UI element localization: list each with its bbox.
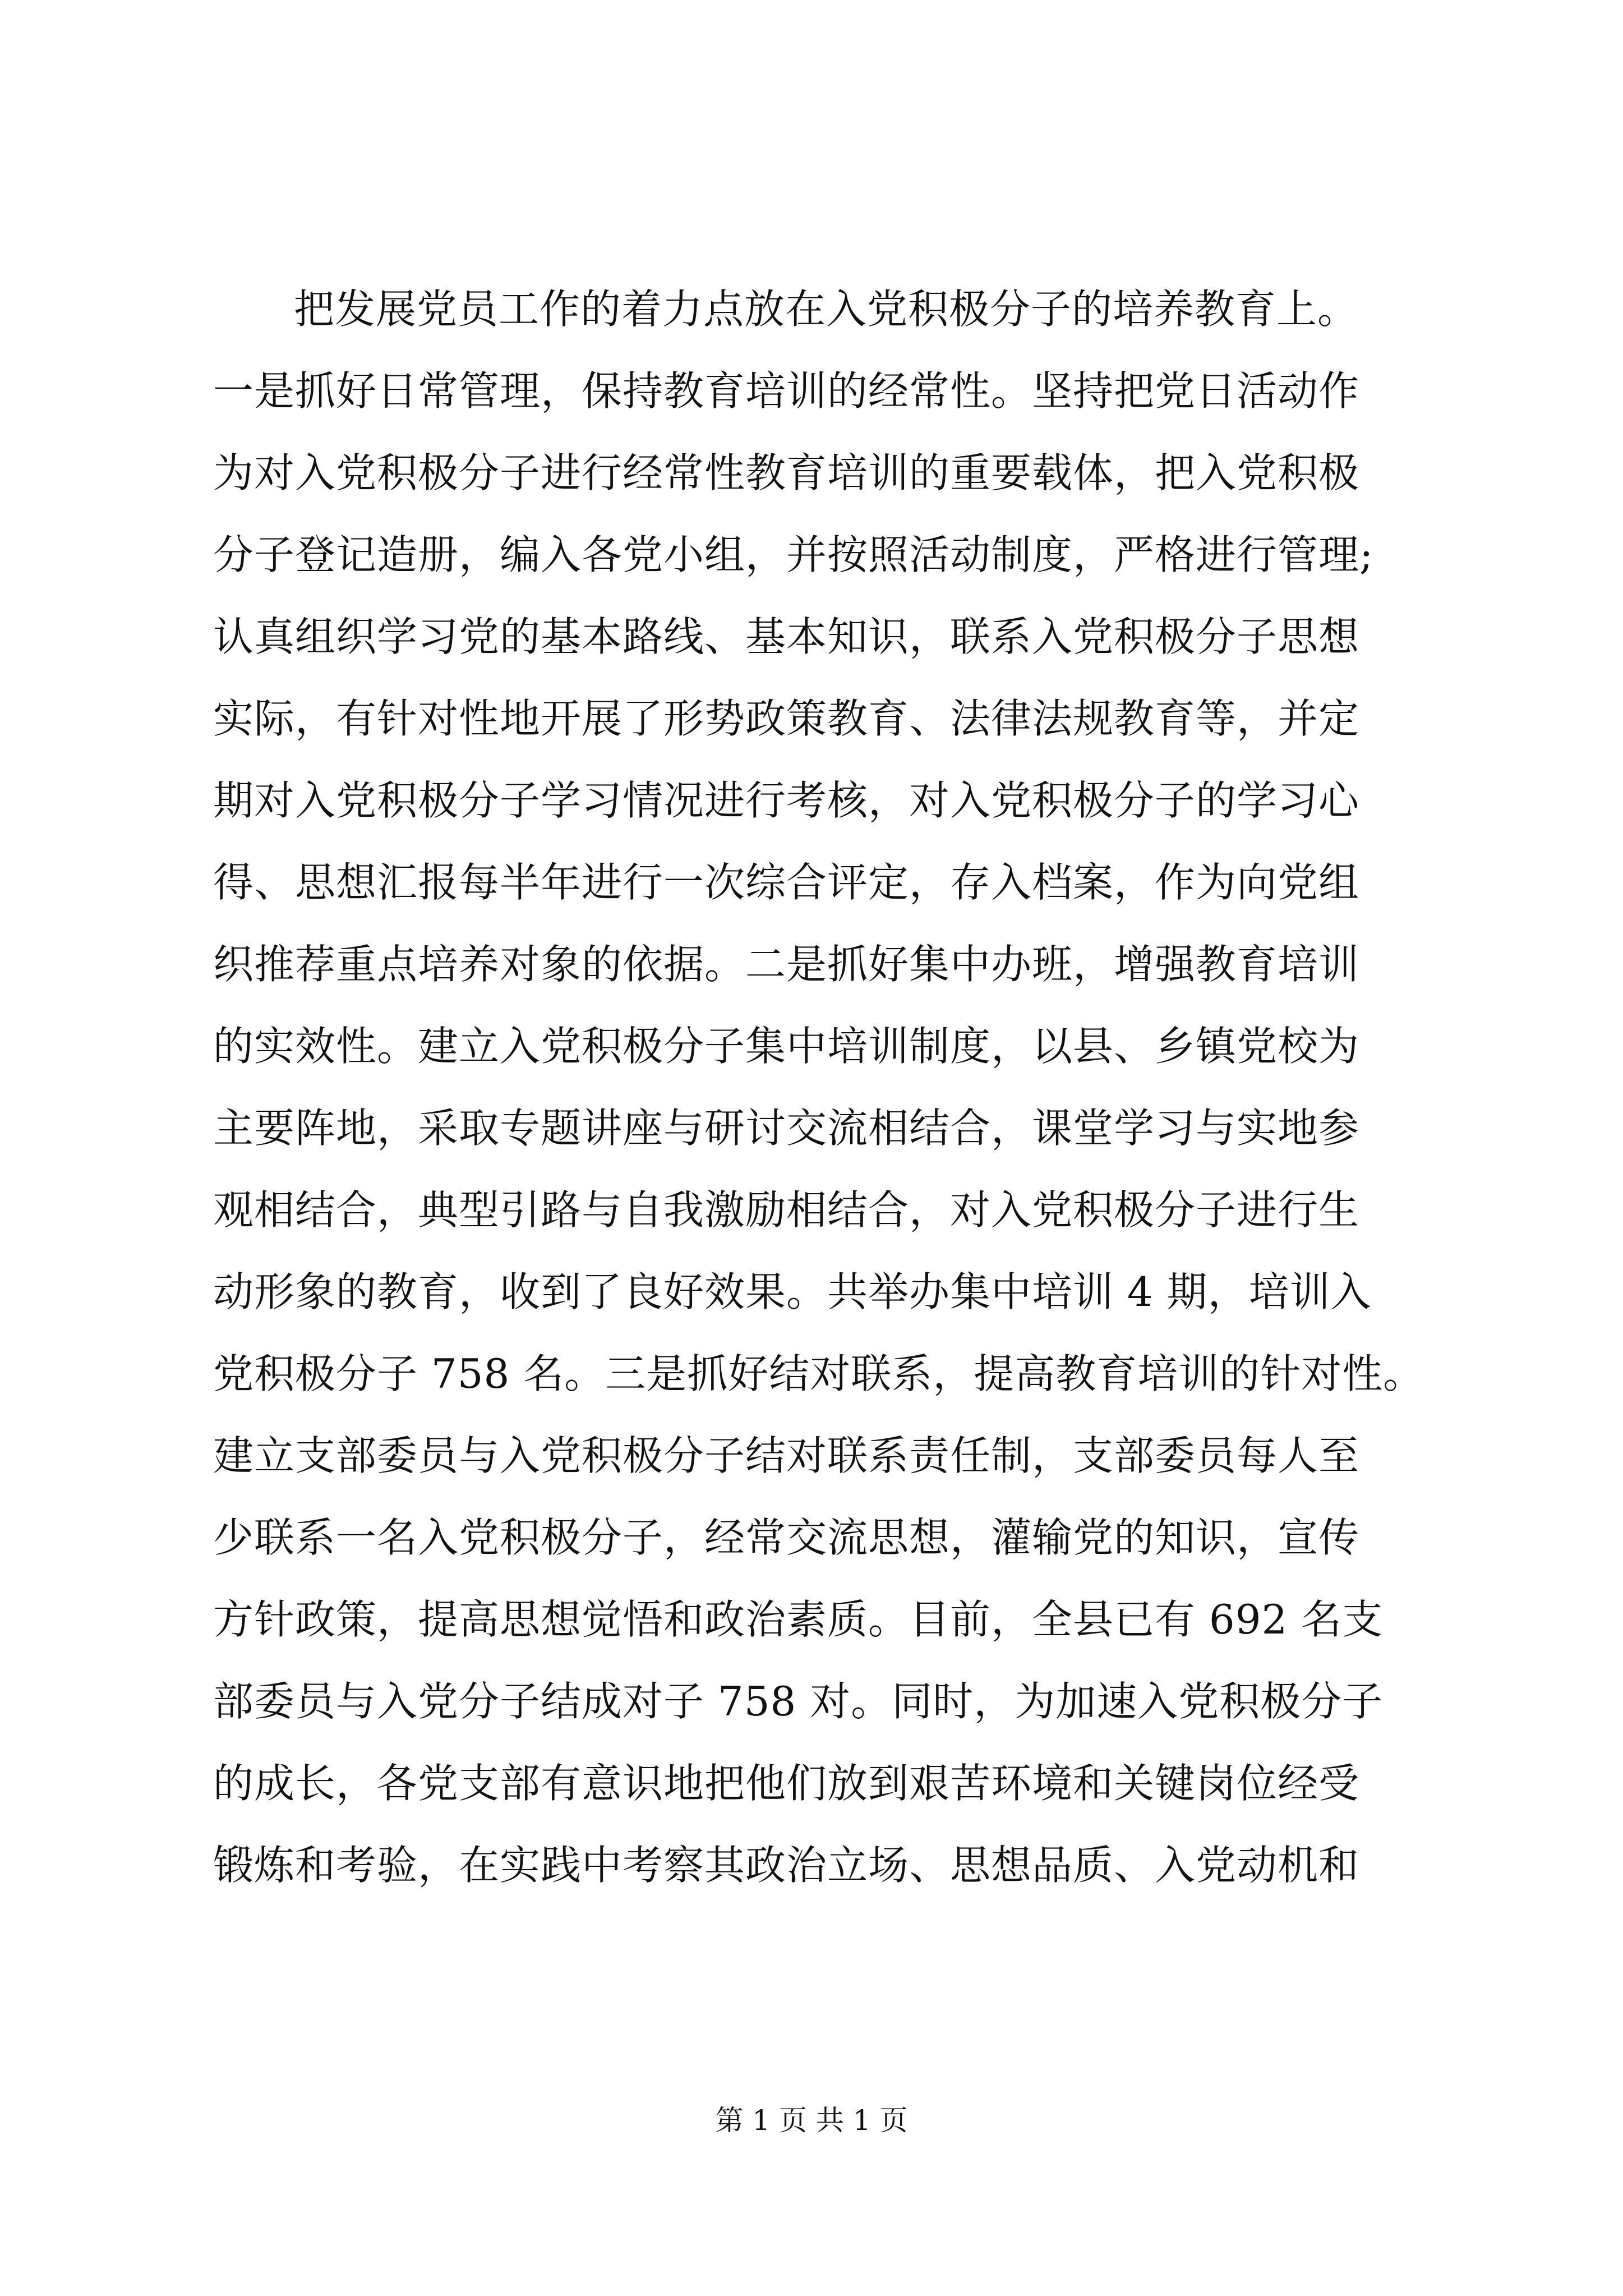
text-line: 少联系一名入党积极分子，经常交流思想，灌输党的知识，宣传 [213,1514,1360,1561]
text-line: 主要阵地，采取专题讲座与研讨交流相结合，课堂学习与实地参 [213,1105,1360,1152]
text-line: 的成长，各党支部有意识地把他们放到艰苦环境和关键岗位经受 [213,1760,1360,1807]
text-line: 得、思想汇报每半年进行一次综合评定，存入档案，作为向党组 [213,859,1360,906]
text-line: 方针政策，提高思想觉悟和政治素质。目前，全县已有 692 名支 [213,1596,1384,1643]
text-line: 锻炼和考验，在实践中考察其政治立场、思想品质、入党动机和 [213,1842,1360,1889]
text-line: 织推荐重点培养对象的依据。二是抓好集中办班，增强教育培训 [213,941,1360,988]
text-line: 为对入党积极分子进行经常性教育培训的重要载体，把入党积极 [213,449,1360,496]
text-line: 期对入党积极分子学习情况进行考核，对入党积极分子的学习心 [213,777,1360,824]
text-line: 建立支部委员与入党积极分子结对联系责任制，支部委员每人至 [213,1432,1360,1479]
page-number: 第 1 页 共 1 页 [715,2104,908,2137]
text-line: 把发展党员工作的着力点放在入党积极分子的培养教育上。 [294,286,1359,333]
text-line: 动形象的教育，收到了良好效果。共举办集中培训 4 期，培训入 [213,1268,1372,1315]
text-line: 认真组织学习党的基本路线、基本知识，联系入党积极分子思想 [213,613,1360,660]
text-line: 一是抓好日常管理，保持教育培训的经常性。坚持把党日活动作 [213,367,1360,415]
text-line: 实际，有针对性地开展了形势政策教育、法律法规教育等，并定 [213,695,1360,742]
text-line: 分子登记造册，编入各党小组，并按照活动制度，严格进行管理; [213,531,1374,578]
body-paragraph [213,268,1424,1906]
text-line: 观相结合，典型引路与自我激励相结合，对入党积极分子进行生 [213,1186,1360,1234]
text-line: 部委员与入党分子结成对子 758 对。同时，为加速入党积极分子 [213,1678,1384,1725]
page-footer [0,2104,1623,2137]
text-line: 的实效性。建立入党积极分子集中培训制度，以县、乡镇党校为 [213,1023,1360,1070]
text-line: 党积极分子 758 名。三是抓好结对联系，提高教育培训的针对性。 [213,1350,1424,1397]
